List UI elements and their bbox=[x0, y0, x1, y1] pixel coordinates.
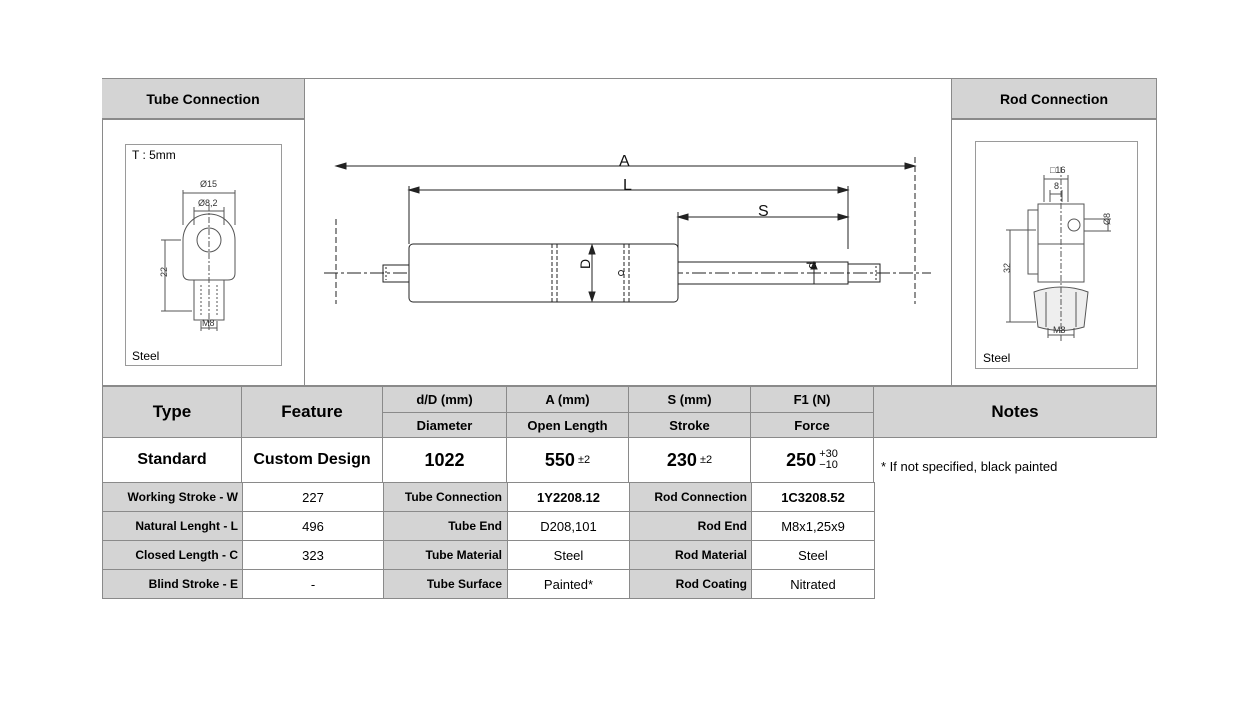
detail-value: 227 bbox=[243, 483, 384, 512]
detail-label: Tube Surface bbox=[384, 570, 508, 599]
rod-connection-drawing-box bbox=[975, 141, 1138, 369]
a-unit-label: A (mm) bbox=[545, 392, 590, 407]
detail-value: M8x1,25x9 bbox=[752, 512, 875, 541]
detail-value: Nitrated bbox=[752, 570, 875, 599]
detail-value: Painted* bbox=[508, 570, 630, 599]
detail-value: D208,101 bbox=[508, 512, 630, 541]
tube-dim-inner: Ø8,2 bbox=[198, 198, 218, 208]
spec-header-s-name bbox=[628, 412, 751, 438]
spec-header-s-unit bbox=[628, 386, 751, 413]
dim-label-small-d: d bbox=[804, 261, 819, 269]
detail-label: Tube Material bbox=[384, 541, 508, 570]
spec-header-dd-unit bbox=[382, 386, 507, 413]
detail-row bbox=[103, 541, 875, 570]
detail-value: Steel bbox=[752, 541, 875, 570]
detail-label: Working Stroke - W bbox=[103, 483, 243, 512]
spec-header-type bbox=[102, 386, 242, 438]
detail-row bbox=[103, 570, 875, 599]
gas-spring-drawing bbox=[306, 79, 951, 385]
dd-unit-label: d/D (mm) bbox=[416, 392, 473, 407]
rod-material-label: Steel bbox=[983, 351, 1011, 365]
detail-row bbox=[103, 512, 875, 541]
force-tolerance-minus: −10 bbox=[819, 459, 838, 471]
spec-header-f-unit bbox=[750, 386, 874, 413]
detail-label: Tube End bbox=[384, 512, 508, 541]
tube-eye-drawing bbox=[126, 145, 283, 367]
detail-label: Tube Connection bbox=[384, 483, 508, 512]
detail-label: Natural Lenght - L bbox=[103, 512, 243, 541]
detail-value: - bbox=[243, 570, 384, 599]
rod-dim-thread: M8 bbox=[1053, 325, 1066, 335]
tube-thickness-label: T : 5mm bbox=[132, 148, 176, 162]
tube-connection-header bbox=[102, 79, 305, 120]
spec-feature-value bbox=[241, 437, 383, 483]
dim-label-a: A bbox=[619, 153, 630, 170]
dim-label-l: L bbox=[623, 177, 632, 194]
stroke-text: 230 bbox=[666, 449, 697, 470]
spec-force-value bbox=[750, 437, 874, 483]
detail-row bbox=[103, 483, 875, 512]
dd-name-label: Diameter bbox=[416, 417, 473, 433]
force-text: 250 bbox=[786, 449, 817, 470]
dim-label-s: S bbox=[758, 203, 769, 220]
detail-value: 496 bbox=[243, 512, 384, 541]
rod-dim-width: 8 bbox=[1054, 181, 1060, 191]
tube-material-label: Steel bbox=[132, 349, 160, 363]
spec-type-value bbox=[102, 437, 242, 483]
detail-label: Rod Material bbox=[630, 541, 752, 570]
tube-connection-title: Tube Connection bbox=[146, 90, 260, 107]
rod-dim-hole: Ø8 bbox=[1102, 212, 1112, 225]
tube-dim-height: 22 bbox=[159, 266, 169, 277]
detail-label: Blind Stroke - E bbox=[103, 570, 243, 599]
stroke-tolerance: ±2 bbox=[699, 454, 713, 466]
detail-value: 1Y2208.12 bbox=[508, 483, 630, 512]
f-name-label: Force bbox=[794, 417, 830, 433]
spec-open-length-value bbox=[506, 437, 629, 483]
open-length-tolerance: ±2 bbox=[577, 454, 591, 466]
tube-connection-drawing-box bbox=[125, 144, 282, 366]
feature-header-label: Feature bbox=[281, 402, 343, 421]
type-header-label: Type bbox=[152, 402, 192, 421]
rod-dim-height: 32 bbox=[1002, 262, 1012, 273]
rod-clevis-drawing bbox=[976, 142, 1139, 370]
spec-diameter-value bbox=[382, 437, 507, 483]
detail-value: Steel bbox=[508, 541, 630, 570]
spec-header-a-unit bbox=[506, 386, 629, 413]
spec-header-dd-name bbox=[382, 412, 507, 438]
spec-header-a-name bbox=[506, 412, 629, 438]
a-name-label: Open Length bbox=[527, 417, 608, 433]
detail-value: 1C3208.52 bbox=[752, 483, 875, 512]
f-unit-label: F1 (N) bbox=[793, 392, 831, 407]
spec-header-f-name bbox=[750, 412, 874, 438]
detail-label: Closed Length - C bbox=[103, 541, 243, 570]
note-text: * If not specified, black painted bbox=[881, 459, 1058, 474]
detail-label: Rod Coating bbox=[630, 570, 752, 599]
type-value-text: Standard bbox=[137, 451, 207, 468]
diameter-value-text: 1022 bbox=[424, 449, 465, 470]
detail-label: Rod Connection bbox=[630, 483, 752, 512]
spec-header-feature bbox=[241, 386, 383, 438]
s-unit-label: S (mm) bbox=[667, 392, 712, 407]
tube-dim-outer: Ø15 bbox=[200, 179, 218, 189]
feature-value-text: Custom Design bbox=[253, 451, 371, 468]
rod-connection-title: Rod Connection bbox=[999, 90, 1109, 107]
spec-stroke-value bbox=[628, 437, 751, 483]
spec-note-text bbox=[881, 459, 1057, 474]
open-length-text: 550 bbox=[544, 449, 575, 470]
rod-dim-square: □16 bbox=[1050, 165, 1066, 175]
spec-header-notes bbox=[873, 386, 1157, 438]
force-tolerance-plus: +30 bbox=[819, 448, 838, 460]
dim-label-big-d: D bbox=[577, 258, 593, 269]
detail-label: Rod End bbox=[630, 512, 752, 541]
s-name-label: Stroke bbox=[669, 417, 710, 433]
detail-table bbox=[102, 482, 875, 599]
rod-connection-header bbox=[951, 79, 1156, 120]
tube-dim-thread: M8 bbox=[202, 318, 215, 328]
detail-value: 323 bbox=[243, 541, 384, 570]
notes-header-label: Notes bbox=[991, 402, 1039, 421]
